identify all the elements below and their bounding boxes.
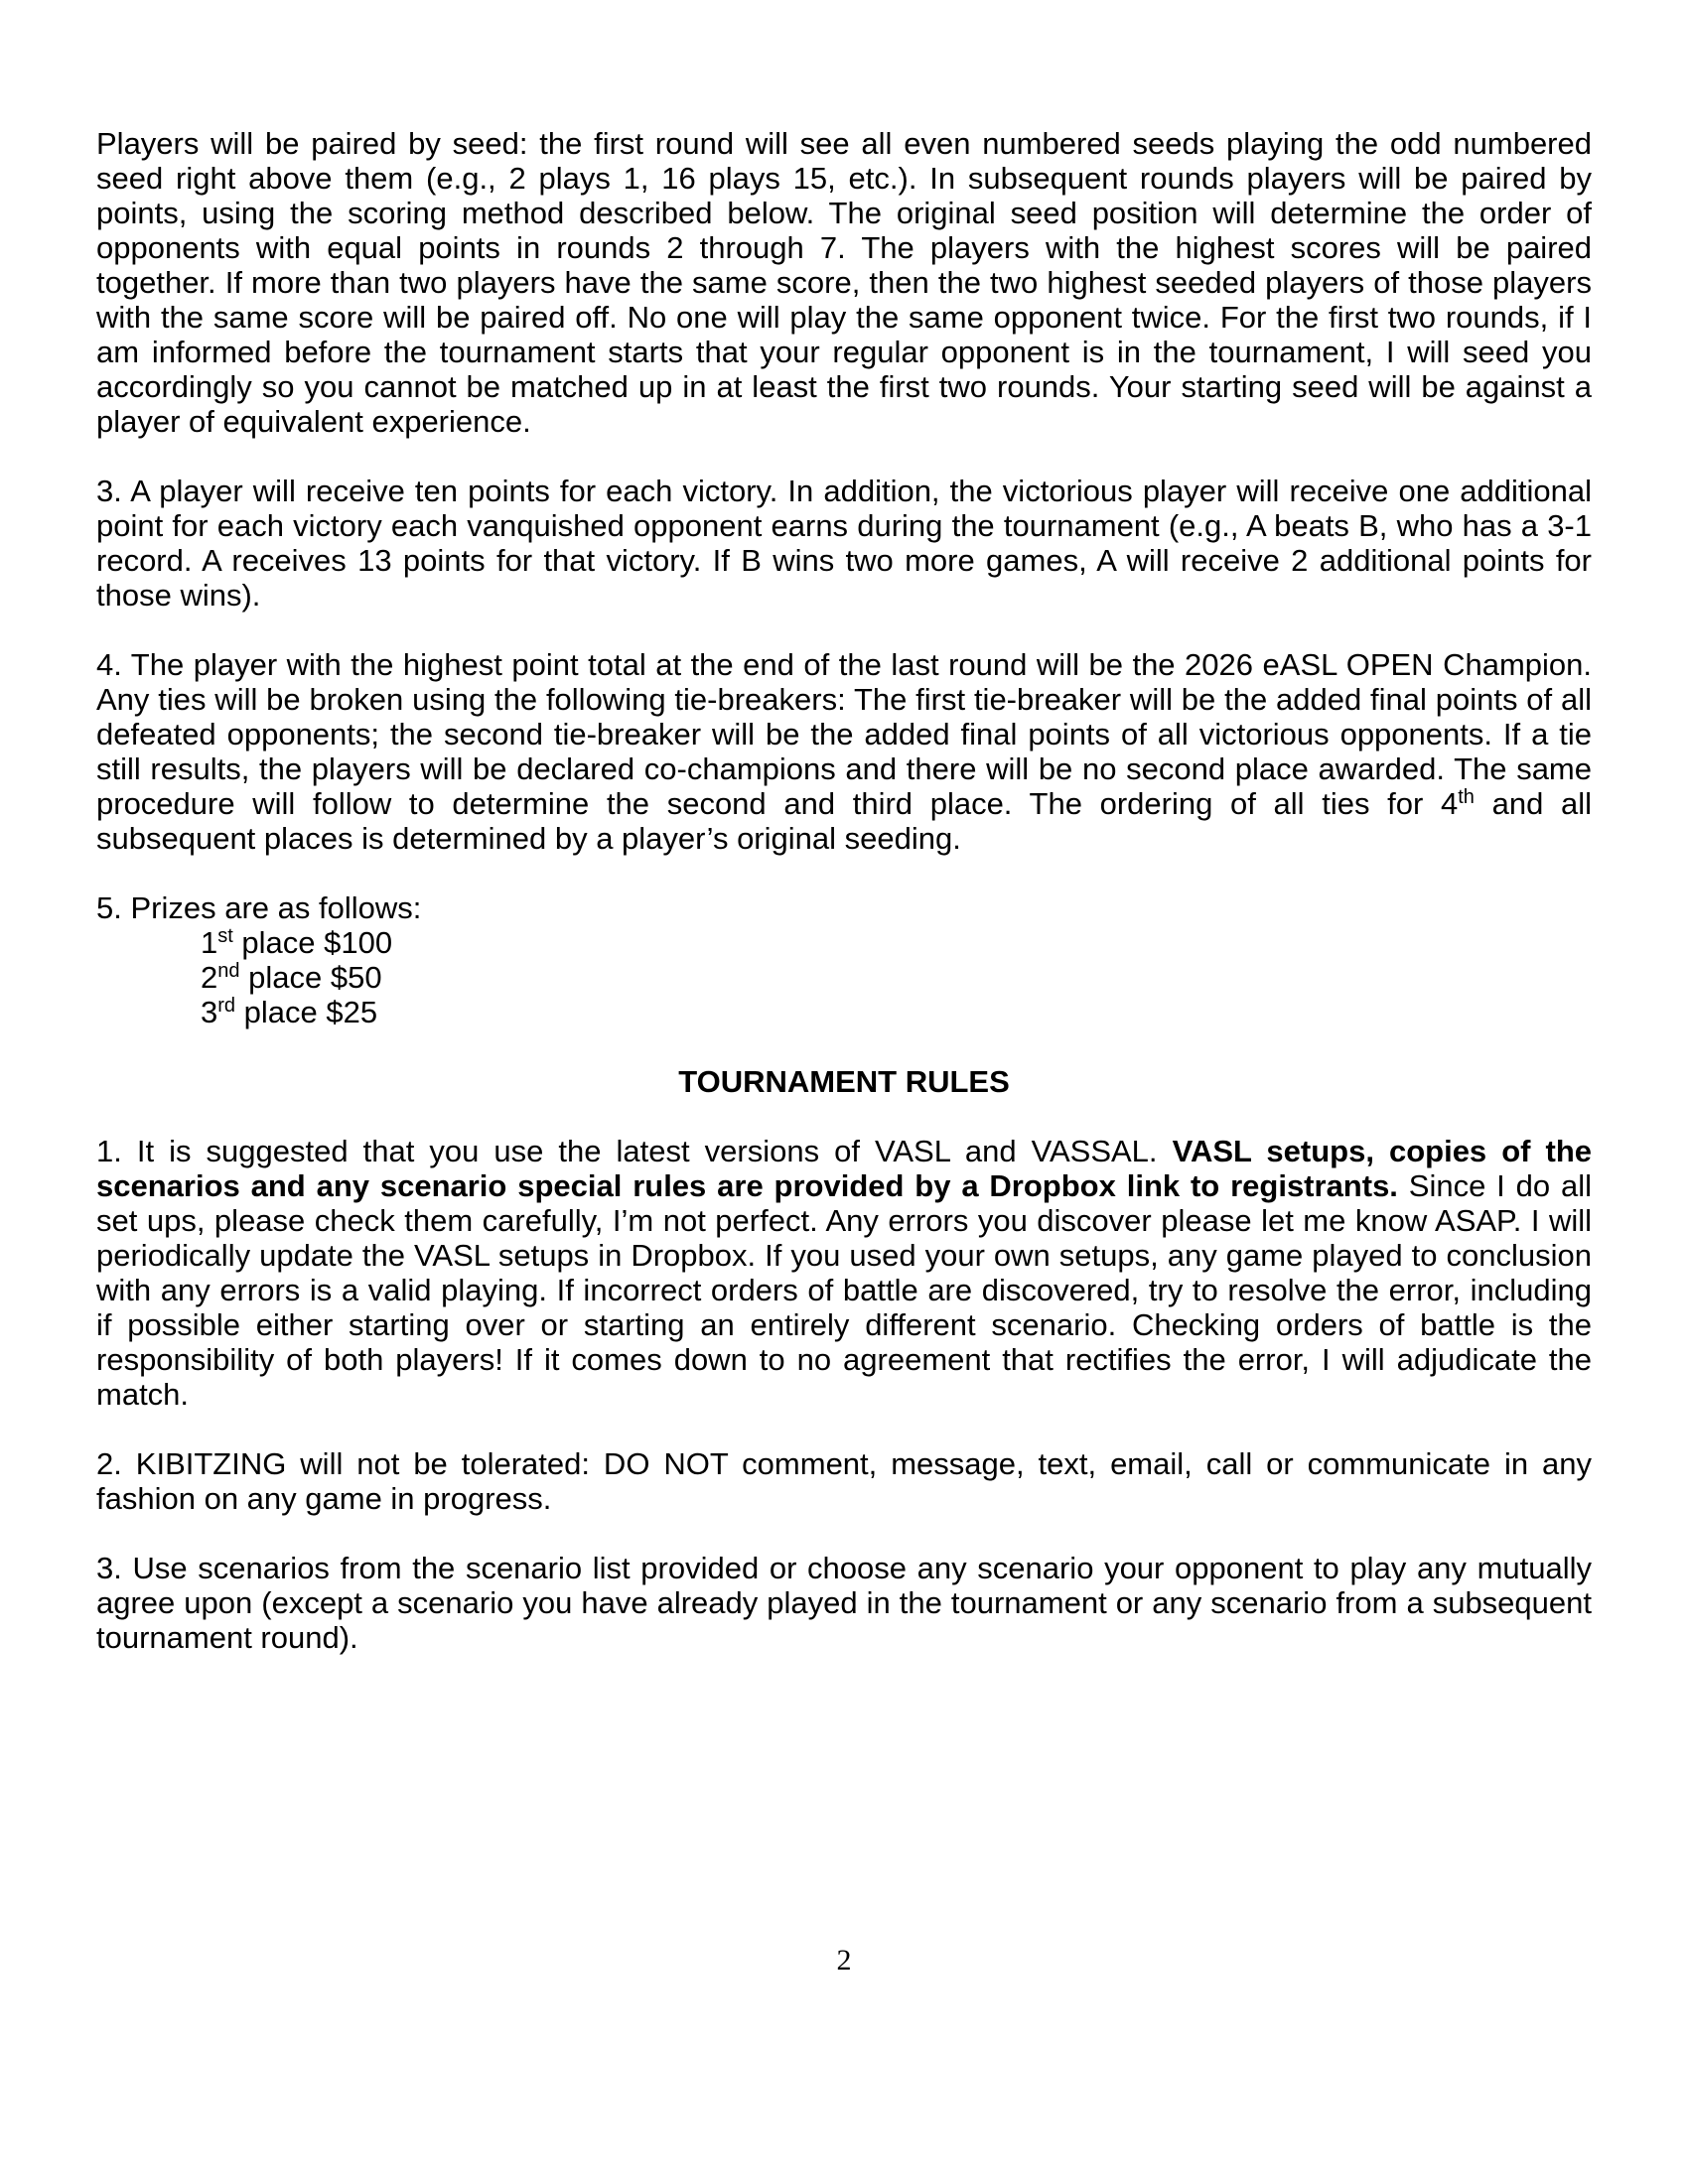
prize-list: [201, 925, 1592, 1029]
prize-ordinal-suffix: st: [217, 925, 233, 947]
prize-ordinal-suffix: nd: [217, 960, 240, 982]
rule1-bold-text: VASL setups, copies of the scenarios and any scenario special rules are provided by a Dropbox link to registrants.: [96, 1134, 1592, 1203]
prize-text: place $25: [235, 995, 378, 1029]
rule-kibitzing: 2. KIBITZING will not be tolerated: DO NOT comment, message, text, email, call or communicate in any fashion on any game in progress.: [96, 1446, 1592, 1516]
paragraph-scoring-points: 3. A player will receive ten points for each victory. In addition, the victorious player will receive one additional point for each victory each vanquished opponent earns during the tournament (e.g., A beats B, who has a 3-1 record. A receives 13 points for that victory. If B wins two more games, A will receive 2 additional points for those wins).: [96, 474, 1592, 613]
tournament-rules-heading: TOURNAMENT RULES: [678, 1064, 1010, 1099]
rule-vasl-setups: [96, 1134, 1592, 1412]
prize-line-first: [201, 925, 1592, 960]
prize-text: place $100: [232, 925, 393, 960]
paragraph-champion-tiebreakers: [96, 647, 1592, 856]
champion-text-after-superscript: and all subsequent places is determined by a player’s original seeding.: [96, 786, 1592, 856]
document-content: [96, 126, 1592, 1690]
champion-text-before-superscript: 4. The player with the highest point total at the end of the last round will be the 2026 eASL OPEN Champion. Any ties will be broken using the following tie-breakers: The first tie-breaker will be the added final points of all defeated opponents; the second tie-breaker will be the added final points of all victorious opponents. If a tie still results, the players will be declared co-champions and there will be no second place awarded. The same procedure will follow to determine the second and third place. The ordering of all ties for 4: [96, 647, 1592, 821]
prize-ordinal-suffix: rd: [217, 995, 236, 1017]
rule-scenario-selection: 3. Use scenarios from the scenario list provided or choose any scenario your opponent to play any mutually agree upon (except a scenario you have already played in the tournament or any scenario from a subsequent tournament round).: [96, 1551, 1592, 1655]
prize-ordinal: 3: [201, 995, 218, 1029]
prize-line-second: [201, 960, 1592, 995]
prize-text: place $50: [239, 960, 382, 995]
prize-line-third: [201, 995, 1592, 1029]
rule1-text-end: Since I do all set ups, please check them carefully, I’m not perfect. Any errors you discover please let me know ASAP. I will periodically update the VASL setups in Dropbox. If you used your own setups, any game played to conclusion with any errors is a valid playing. If incorrect orders of battle are discovered, try to resolve the error, including if possible either starting over or starting an entirely different scenario. Checking orders of battle is the responsibility of both players! If it comes down to no agreement that rectifies the error, I will adjudicate the match.: [96, 1168, 1592, 1412]
prize-ordinal: 1: [201, 925, 218, 960]
ordinal-superscript-4th: th: [1458, 786, 1475, 808]
page-number: 2: [836, 1944, 852, 1977]
paragraph-seeding-pairing: Players will be paired by seed: the first round will see all even numbered seeds playing the odd numbered seed right above them (e.g., 2 plays 1, 16 plays 15, etc.). In subsequent rounds players will be paired by points, using the scoring method described below. The original seed position will determine the order of opponents with equal points in rounds 2 through 7. The players with the highest scores will be paired together. If more than two players have the same score, then the two highest seeded players of those players with the same score will be paired off. No one will play the same opponent twice. For the first two rounds, if I am informed before the tournament starts that your regular opponent is in the tournament, I will seed you accordingly so you cannot be matched up in at least the first two rounds. Your starting seed will be against a player of equivalent experience.: [96, 126, 1592, 439]
paragraph-prizes-intro: 5. Prizes are as follows:: [96, 890, 422, 925]
prize-ordinal: 2: [201, 960, 218, 995]
rule1-text-start: 1. It is suggested that you use the latest versions of VASL and VASSAL.: [96, 1134, 1173, 1168]
